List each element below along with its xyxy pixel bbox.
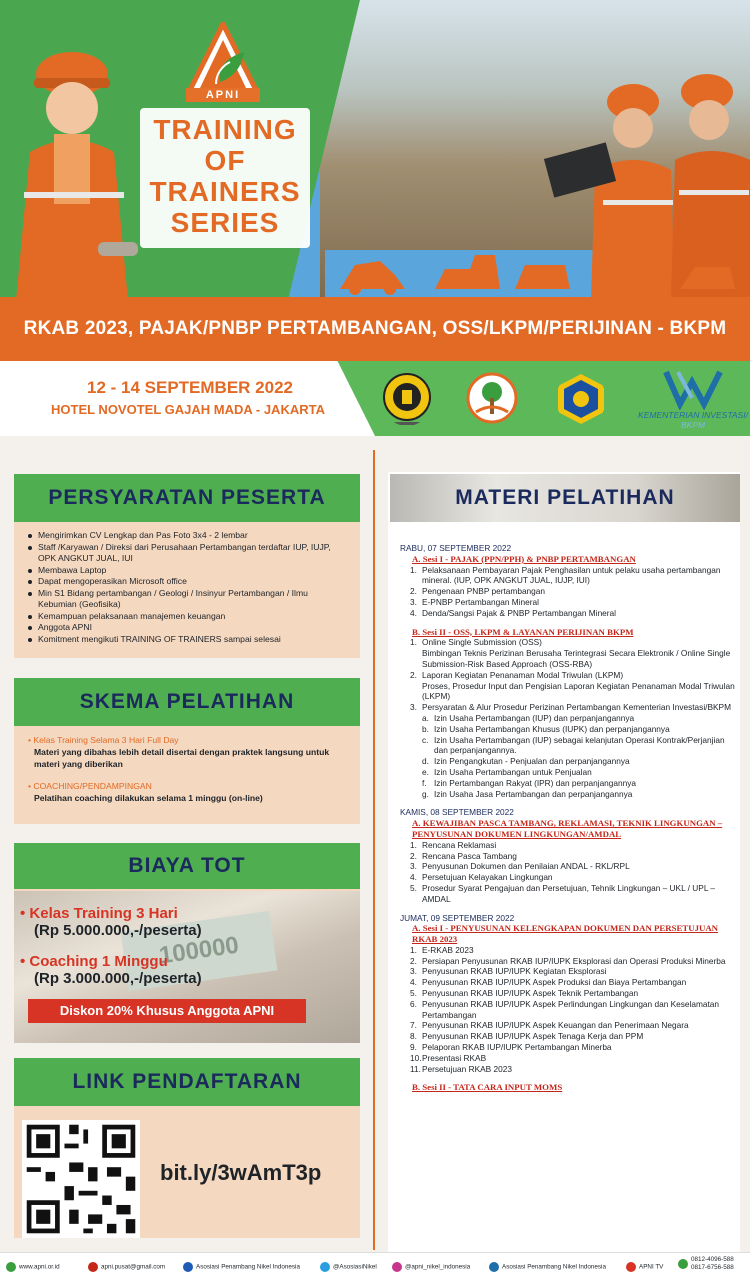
footer-website: www.apni.or.id [19, 1263, 60, 1271]
kementerian-investasi-label: KEMENTERIAN INVESTASI/ BKPM [638, 410, 748, 430]
footer-phone-2: 0817-6756-588 [691, 1264, 734, 1271]
list-item: Anggota APNI [28, 622, 346, 634]
day-label: RABU, 07 SEPTEMBER 2022 [400, 543, 512, 553]
biaya-card: BIAYA TOT 100000 • Kelas Training 3 Hari (Rp 5.000.000,-/peserta) • Coaching 1 Minggu (Rp 3.000.000,-/peserta) [14, 843, 360, 1043]
registration-link[interactable]: bit.ly/3wAmT3p [160, 1160, 322, 1185]
subtitle-band [0, 297, 750, 361]
kemenkeu-seal-icon [556, 372, 606, 426]
facebook-icon [183, 1262, 193, 1272]
training-title: TRAINING OF TRAINERS SERIES [140, 108, 310, 248]
footer-phone-1: 0812-4096-588 [691, 1256, 734, 1263]
skema-title: SKEMA PELATIHAN [14, 678, 360, 726]
whatsapp-icon [678, 1259, 688, 1269]
session-title: A. KEWAJIBAN PASCA TAMBANG, REKLAMASI, TEKNIK LINGKUNGAN – PENYUSUNAN DOKUMEN LINGKUNGAN/AMDAL [412, 818, 723, 839]
day-label: KAMIS, 08 SEPTEMBER 2022 [400, 807, 514, 818]
materi-schedule: RABU, 07 SEPTEMBER 2022 A. Sesi I - PAJAK (PPN/PPH) & PNBP PERTAMBANGAN 1. Pelaksanaan Pembayaran Pajak Penghasilan untuk pelaku usaha pertambangan mineral. (IUP, OPK ANGKUT JUAL, IUJP, IUI) 2. Pengenaan PNBP pertambangan 3. E-PNBP Pertambangan Mineral 4. Denda/Sangsi Pajak & PNBP Pertambangan Mineral B. Sesi II - OSS, LKPM & LAYANAN PERIJINAN BKPM 1. Online Single Submission (OSS) Bimbingan Teknis Perizinan Berusaha Terintegrasi Secara Elektronik / Online Single Submission-Risk Based Approach (OSS-RBA) 2. Laporan Kegiatan Penanaman Modal Triwulan (LKPM) Proses, Prosedur Input dan Pengisian Laporan Kegiatan Penanaman Modal Triwulan (LKPM) 3. Persyaratan & Alur Prosedur Perizinan Pertambangan Kementerian Investasi/BKPM a. Izin Usaha Pertambangan (IUP) dan perpanjangannya b. Izin Usaha Pertambangan Khusus (IUPK) dan perpanjangannya c. Izin Usaha Pertambangan (IUP) sebagai kelanjutan Operasi Kontrak/Perjanjian dan perpanjangannya. d. Izin Pengangkutan - Penjualan dan perpanjangannya e. Izin Usaha Pertambangan untuk Penjualan f. Izin Pertambangan Rakyat (IPR) dan perpanjangannya g. Izin Usaha Jasa Pertambangan dan perpanjangannya KAMIS, 08 SEPTEMBER 2022 A. KEWAJIBAN PASCA TAMBANG, REKLAMASI, TEKNIK LINGKUNGAN – PENYUSUNAN DOKUMEN LINGKUNGAN/AMDAL 1. Rencana Reklamasi 2. Rencana Pasca Tambang 3. Penyusunan Dokumen dan Penilaian ANDAL - RKL/RPL 4. Persetujuan Kelayakan Lingkungan 5. Prosedur Syarat Pengajuan dan Persetujuan, Tehnik Lingkungan – UKL / UPL – AMDAL JUMAT, 09 SEPTEMBER 2022 A. Sesi I - PENYUSUNAN KELENGKAPAN DOKUMEN DAN PERSETUJUAN RKAB 2023 1. E-RKAB 2023 2. Persiapan Penyusunan RKAB IUP/IUPK Eksplorasi dan Operasi Produksi Minerba 3. Penyusunan RKAB IUP/IUPK Kegiatan Eksplorasi 4. Penyusunan RKAB IUP/IUPK Aspek Produksi dan Biaya Pertambangan 5. Penyusunan RKAB IUP/IUPK Aspek Teknik Pertambangan 6. Penyusunan RKAB IUP/IUPK Aspek Perlindungan Lingkungan dan Keselamatan Pertambangan 7. Penyusunan RKAB IUP/IUPK Aspek Keuangan dan Penerimaan Negara 8. Penyusunan RKAB IUP/IUPK Aspek Tenaga Kerja dan PPM 9. Pelaporan RKAB IUP/IUPK Pertambangan Minerba 10. Presentasi RKAB 11. Persetujuan RKAB 2023 B. Sesi II - TATA CARA INPUT MOMS [400, 543, 735, 1093]
footer-email: apni.pusat@gmail.com [101, 1263, 166, 1271]
footer-youtube: APNI TV [639, 1263, 664, 1271]
materi-title: MATERI PELATIHAN [390, 474, 740, 522]
instagram-icon [392, 1262, 402, 1272]
list-item: Dapat mengoperasikan Microsoft office [28, 576, 346, 588]
session-title: B. Sesi II - TATA CARA INPUT MOMS [412, 1082, 563, 1093]
qr-code-icon[interactable] [22, 1120, 140, 1238]
biaya-title: BIAYA TOT [14, 843, 360, 889]
klhk-seal-icon [466, 372, 518, 424]
globe-icon [6, 1262, 16, 1272]
mail-icon [88, 1262, 98, 1272]
footer-linkedin: Asosiasi Penambang Nikel Indonesia [502, 1263, 606, 1271]
skema-card [14, 678, 360, 824]
event-venue: HOTEL NOVOTEL GAJAH MADA - JAKARTA [51, 402, 325, 417]
footer-twitter: @AsosiasiNikel [333, 1263, 377, 1271]
list-item: Membawa Laptop [28, 565, 346, 577]
link-title: LINK PENDAFTARAN [14, 1058, 360, 1106]
discount-badge: Diskon 20% Khusus Anggota APNI [28, 999, 306, 1023]
column-divider [373, 450, 375, 1250]
session-title: B. Sesi II - OSS, LKPM & LAYANAN PERIJINAN BKPM [412, 626, 634, 637]
linkedin-icon [489, 1262, 499, 1272]
session-title: A. Sesi I - PENYUSUNAN KELENGKAPAN DOKUMEN DAN PERSETUJUAN RKAB 2023 [412, 923, 719, 945]
youtube-icon [626, 1262, 636, 1272]
session-title: A. Sesi I - PAJAK (PPN/PPH) & PNBP PERTAMBANGAN [412, 553, 636, 564]
worker-illustration [10, 42, 140, 300]
footer-instagram: @apni_nikel_indonesia [405, 1263, 471, 1271]
biaya-price-training: (Rp 5.000.000,-/peserta) [34, 922, 202, 939]
persyaratan-title: PERSYARATAN PESERTA [14, 474, 360, 522]
training-topics: RKAB 2023, PAJAK/PNBP PERTAMBANGAN, OSS/LKPM/PERIJINAN - BKPM [23, 318, 727, 339]
list-item: Kemampuan pelaksanaan manajemen keuangan [28, 611, 346, 623]
skema-item: • COACHING/PENDAMPINGAN Pelatihan coaching dilakukan selama 1 minggu (on-line) [14, 780, 360, 804]
persyaratan-list [14, 522, 360, 655]
esdm-seal-icon [382, 372, 432, 426]
mining-trucks-silhouette [335, 245, 740, 295]
biaya-item-coaching: Coaching 1 Minggu [29, 953, 168, 970]
hero-banner [0, 0, 750, 436]
footer [0, 1252, 750, 1280]
apni-logo-text: APNI [186, 88, 260, 102]
footer-facebook: Asosiasi Penambang Nikel Indonesia [196, 1263, 300, 1271]
apni-logo [186, 22, 260, 98]
event-date: 12 - 14 SEPTEMBER 2022 [87, 378, 293, 397]
banknote-image: 100000 [121, 911, 278, 991]
biaya-item-training: Kelas Training 3 Hari [29, 905, 178, 922]
day-label: JUMAT, 09 SEPTEMBER 2022 [400, 912, 515, 923]
list-item: Staff /Karyawan / Direksi dari Perusahaan Pertambangan terdaftar IUP, IUJP, OPK ANGKUT JUAL, IUI [28, 542, 346, 565]
list-item: Min S1 Bidang pertambangan / Geologi / Insinyur Pertambangan / Ilmu Kebumian (Geofisika) [28, 588, 346, 611]
biaya-price-coaching: (Rp 3.000.000,-/peserta) [34, 970, 202, 987]
kementerian-investasi-logo-icon [662, 368, 724, 410]
skema-item: • Kelas Training Selama 3 Hari Full Day Materi yang dibahas lebih detail disertai dengan praktek langsung untuk materi yang diberikan [14, 734, 360, 770]
list-item: Komitment mengikuti TRAINING OF TRAINERS sampai selesai [28, 634, 346, 646]
list-item: Mengirimkan CV Lengkap dan Pas Foto 3x4 - 2 lembar [28, 530, 346, 542]
persyaratan-card [14, 474, 360, 658]
twitter-icon [320, 1262, 330, 1272]
